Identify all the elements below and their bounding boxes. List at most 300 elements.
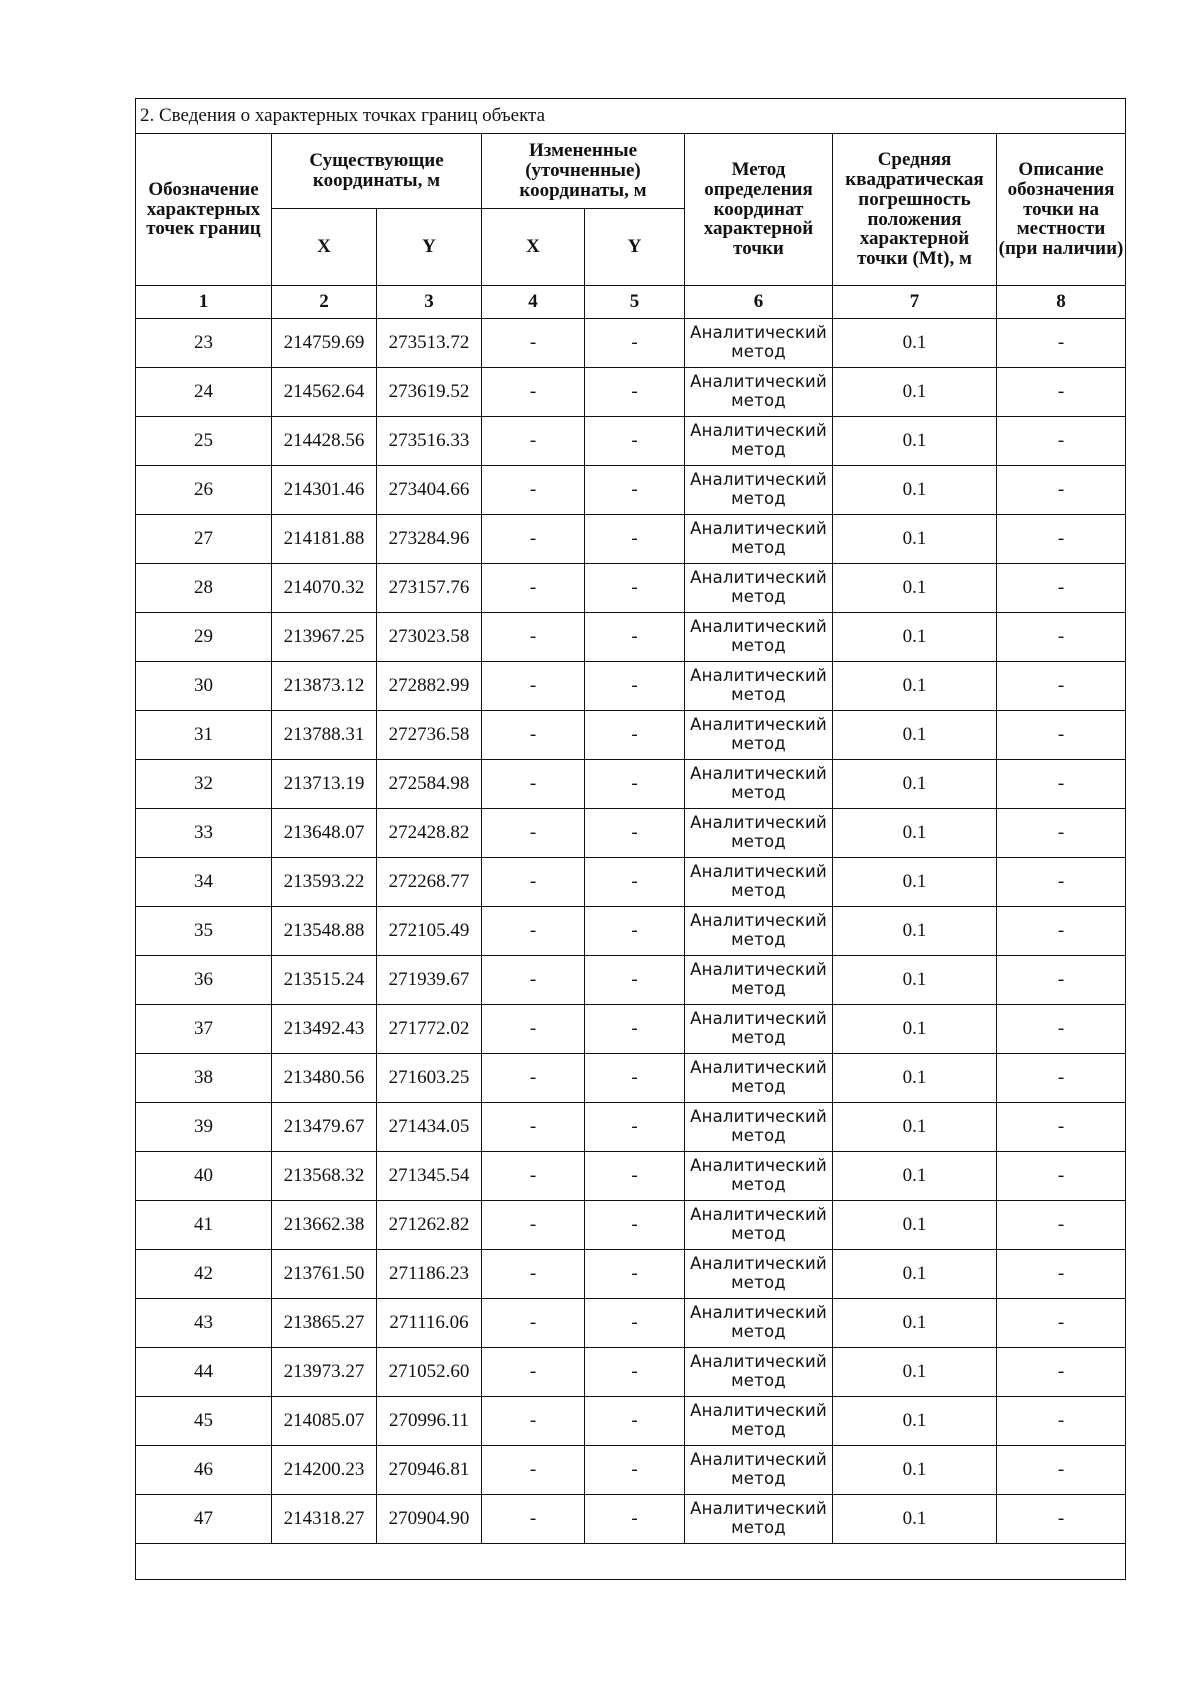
method-label-line: Аналитический [690, 1303, 827, 1323]
method-label-line: метод [731, 587, 786, 606]
existing-x-cell: 213593.22 [272, 858, 377, 907]
method-label-line: метод [731, 881, 786, 900]
changed-y-cell: - [585, 613, 685, 662]
method-label-line: метод [731, 1371, 786, 1390]
existing-x-cell: 213788.31 [272, 711, 377, 760]
existing-y-cell: 273404.66 [377, 466, 482, 515]
table-row [136, 564, 1126, 613]
method-label-line: метод [731, 342, 786, 361]
method-label-line: Аналитический [690, 911, 827, 931]
table-row [136, 319, 1126, 368]
changed-y-cell: - [585, 1054, 685, 1103]
point-number-cell: 36 [136, 956, 272, 1005]
table-row [136, 1250, 1126, 1299]
changed-x-cell: - [482, 466, 585, 515]
method-label-line: метод [731, 1420, 786, 1439]
existing-x-cell: 213480.56 [272, 1054, 377, 1103]
method-label-line: Аналитический [690, 862, 827, 882]
existing-x-cell: 213973.27 [272, 1348, 377, 1397]
method-label-line: метод [731, 930, 786, 949]
method-cell [685, 417, 833, 466]
changed-x-cell: - [482, 1446, 585, 1495]
description-cell: - [997, 1397, 1126, 1446]
section-title-row [136, 99, 1126, 134]
changed-x-cell: - [482, 564, 585, 613]
existing-x-cell: 213479.67 [272, 1103, 377, 1152]
error-cell: 0.1 [833, 417, 997, 466]
method-cell [685, 858, 833, 907]
point-number-cell: 26 [136, 466, 272, 515]
method-label-line: Аналитический [690, 1058, 827, 1078]
existing-x-cell: 213548.88 [272, 907, 377, 956]
existing-y-cell: 271186.23 [377, 1250, 482, 1299]
header-changed-coords: Измененные (уточненные) координаты, м [482, 134, 685, 209]
table-row [136, 1397, 1126, 1446]
method-label-line: Аналитический [690, 519, 827, 539]
changed-x-cell: - [482, 1299, 585, 1348]
empty-footer-cell [136, 1544, 1126, 1580]
point-number-cell: 32 [136, 760, 272, 809]
changed-x-cell: - [482, 1250, 585, 1299]
existing-x-cell: 213873.12 [272, 662, 377, 711]
description-cell: - [997, 809, 1126, 858]
header-existing-x: X [272, 209, 377, 286]
error-cell: 0.1 [833, 760, 997, 809]
header-designation: Обозначение характерных точек границ [136, 134, 272, 286]
method-cell [685, 662, 833, 711]
table-row [136, 417, 1126, 466]
point-number-cell: 38 [136, 1054, 272, 1103]
error-cell: 0.1 [833, 1397, 997, 1446]
changed-x-cell: - [482, 858, 585, 907]
existing-y-cell: 271116.06 [377, 1299, 482, 1348]
header-changed-x: X [482, 209, 585, 286]
changed-x-cell: - [482, 809, 585, 858]
changed-x-cell: - [482, 368, 585, 417]
existing-y-cell: 273619.52 [377, 368, 482, 417]
point-number-cell: 46 [136, 1446, 272, 1495]
existing-x-cell: 214200.23 [272, 1446, 377, 1495]
method-cell [685, 1103, 833, 1152]
existing-x-cell: 214562.64 [272, 368, 377, 417]
method-label-line: Аналитический [690, 1352, 827, 1372]
existing-y-cell: 271345.54 [377, 1152, 482, 1201]
point-number-cell: 24 [136, 368, 272, 417]
description-cell: - [997, 907, 1126, 956]
description-cell: - [997, 1103, 1126, 1152]
existing-x-cell: 214181.88 [272, 515, 377, 564]
method-label-line: Аналитический [690, 1205, 827, 1225]
table-row [136, 613, 1126, 662]
description-cell: - [997, 1005, 1126, 1054]
changed-x-cell: - [482, 1054, 585, 1103]
method-label-line: метод [731, 391, 786, 410]
method-label-line: метод [731, 1175, 786, 1194]
existing-x-cell: 213761.50 [272, 1250, 377, 1299]
changed-y-cell: - [585, 1201, 685, 1250]
error-cell: 0.1 [833, 1250, 997, 1299]
changed-y-cell: - [585, 1397, 685, 1446]
method-label-line: Аналитический [690, 1499, 827, 1519]
changed-x-cell: - [482, 1397, 585, 1446]
changed-y-cell: - [585, 1005, 685, 1054]
method-label-line: Аналитический [690, 960, 827, 980]
column-number: 3 [377, 286, 482, 319]
changed-x-cell: - [482, 1005, 585, 1054]
changed-y-cell: - [585, 319, 685, 368]
changed-x-cell: - [482, 613, 585, 662]
existing-x-cell: 213492.43 [272, 1005, 377, 1054]
table-row [136, 662, 1126, 711]
error-cell: 0.1 [833, 466, 997, 515]
method-cell [685, 956, 833, 1005]
method-label-line: метод [731, 783, 786, 802]
existing-x-cell: 214085.07 [272, 1397, 377, 1446]
description-cell: - [997, 1201, 1126, 1250]
changed-y-cell: - [585, 907, 685, 956]
changed-y-cell: - [585, 417, 685, 466]
existing-y-cell: 271603.25 [377, 1054, 482, 1103]
method-label-line: метод [731, 1224, 786, 1243]
description-cell: - [997, 662, 1126, 711]
existing-x-cell: 214318.27 [272, 1495, 377, 1544]
method-cell [685, 809, 833, 858]
changed-x-cell: - [482, 956, 585, 1005]
table-row [136, 907, 1126, 956]
error-cell: 0.1 [833, 809, 997, 858]
method-label-line: метод [731, 440, 786, 459]
method-label-line: Аналитический [690, 1156, 827, 1176]
existing-x-cell: 213568.32 [272, 1152, 377, 1201]
error-cell: 0.1 [833, 1103, 997, 1152]
existing-x-cell: 213713.19 [272, 760, 377, 809]
description-cell: - [997, 1348, 1126, 1397]
changed-x-cell: - [482, 760, 585, 809]
error-cell: 0.1 [833, 1446, 997, 1495]
error-cell: 0.1 [833, 858, 997, 907]
existing-y-cell: 271434.05 [377, 1103, 482, 1152]
header-changed-y: Y [585, 209, 685, 286]
table-row [136, 1348, 1126, 1397]
error-cell: 0.1 [833, 564, 997, 613]
method-label-line: Аналитический [690, 568, 827, 588]
changed-x-cell: - [482, 319, 585, 368]
point-number-cell: 45 [136, 1397, 272, 1446]
method-label-line: Аналитический [690, 470, 827, 490]
point-number-cell: 41 [136, 1201, 272, 1250]
table-row [136, 1446, 1126, 1495]
method-label-line: Аналитический [690, 1107, 827, 1127]
point-number-cell: 40 [136, 1152, 272, 1201]
existing-x-cell: 213865.27 [272, 1299, 377, 1348]
table-row [136, 1005, 1126, 1054]
header-method: Метод определения координат характерной точки [685, 134, 833, 286]
point-number-cell: 33 [136, 809, 272, 858]
existing-y-cell: 271052.60 [377, 1348, 482, 1397]
method-label-line: Аналитический [690, 764, 827, 784]
point-number-cell: 29 [136, 613, 272, 662]
error-cell: 0.1 [833, 662, 997, 711]
changed-y-cell: - [585, 760, 685, 809]
description-cell: - [997, 564, 1126, 613]
error-cell: 0.1 [833, 907, 997, 956]
existing-y-cell: 270904.90 [377, 1495, 482, 1544]
error-cell: 0.1 [833, 1054, 997, 1103]
empty-footer-row [136, 1544, 1126, 1580]
existing-y-cell: 270946.81 [377, 1446, 482, 1495]
point-number-cell: 42 [136, 1250, 272, 1299]
changed-y-cell: - [585, 956, 685, 1005]
method-cell [685, 907, 833, 956]
error-cell: 0.1 [833, 1201, 997, 1250]
header-row-1 [136, 134, 1126, 209]
existing-y-cell: 272584.98 [377, 760, 482, 809]
changed-x-cell: - [482, 662, 585, 711]
existing-y-cell: 271262.82 [377, 1201, 482, 1250]
table-row [136, 809, 1126, 858]
point-number-cell: 34 [136, 858, 272, 907]
changed-y-cell: - [585, 809, 685, 858]
changed-x-cell: - [482, 711, 585, 760]
existing-y-cell: 273157.76 [377, 564, 482, 613]
method-label-line: метод [731, 1322, 786, 1341]
existing-y-cell: 273513.72 [377, 319, 482, 368]
method-label-line: метод [731, 538, 786, 557]
description-cell: - [997, 368, 1126, 417]
method-cell [685, 1397, 833, 1446]
method-label-line: метод [731, 636, 786, 655]
changed-y-cell: - [585, 662, 685, 711]
column-number: 6 [685, 286, 833, 319]
changed-y-cell: - [585, 1103, 685, 1152]
method-label-line: метод [731, 1273, 786, 1292]
column-number: 4 [482, 286, 585, 319]
method-cell [685, 1250, 833, 1299]
method-cell [685, 760, 833, 809]
point-number-cell: 43 [136, 1299, 272, 1348]
method-label-line: Аналитический [690, 1401, 827, 1421]
existing-y-cell: 272268.77 [377, 858, 482, 907]
point-number-cell: 47 [136, 1495, 272, 1544]
point-number-cell: 44 [136, 1348, 272, 1397]
description-cell: - [997, 466, 1126, 515]
changed-y-cell: - [585, 1446, 685, 1495]
description-cell: - [997, 1299, 1126, 1348]
existing-x-cell: 213648.07 [272, 809, 377, 858]
method-cell [685, 466, 833, 515]
changed-y-cell: - [585, 1495, 685, 1544]
method-cell [685, 1446, 833, 1495]
existing-y-cell: 273516.33 [377, 417, 482, 466]
error-cell: 0.1 [833, 1005, 997, 1054]
error-cell: 0.1 [833, 1152, 997, 1201]
column-number: 1 [136, 286, 272, 319]
changed-x-cell: - [482, 1103, 585, 1152]
table-row [136, 368, 1126, 417]
section-title: 2. Сведения о характерных точках границ объекта [136, 99, 1126, 134]
table-row [136, 711, 1126, 760]
point-number-cell: 30 [136, 662, 272, 711]
error-cell: 0.1 [833, 956, 997, 1005]
table-row [136, 1495, 1126, 1544]
table-row [136, 1201, 1126, 1250]
description-cell: - [997, 858, 1126, 907]
existing-x-cell: 213515.24 [272, 956, 377, 1005]
point-number-cell: 35 [136, 907, 272, 956]
method-cell [685, 1201, 833, 1250]
method-label-line: метод [731, 1518, 786, 1537]
existing-y-cell: 272428.82 [377, 809, 482, 858]
changed-y-cell: - [585, 858, 685, 907]
header-error: Средняя квадратическая погрешность положения характерной точки (Mt), м [833, 134, 997, 286]
method-label-line: метод [731, 1028, 786, 1047]
table-row [136, 956, 1126, 1005]
existing-y-cell: 272882.99 [377, 662, 482, 711]
error-cell: 0.1 [833, 319, 997, 368]
point-number-cell: 23 [136, 319, 272, 368]
changed-y-cell: - [585, 466, 685, 515]
boundary-points-table [135, 98, 1126, 1580]
changed-y-cell: - [585, 1152, 685, 1201]
existing-y-cell: 273284.96 [377, 515, 482, 564]
method-label-line: Аналитический [690, 1009, 827, 1029]
method-cell [685, 515, 833, 564]
changed-x-cell: - [482, 1348, 585, 1397]
method-label-line: метод [731, 734, 786, 753]
table-row [136, 515, 1126, 564]
existing-y-cell: 272105.49 [377, 907, 482, 956]
point-number-cell: 28 [136, 564, 272, 613]
table-row [136, 858, 1126, 907]
description-cell: - [997, 1054, 1126, 1103]
column-number: 5 [585, 286, 685, 319]
description-cell: - [997, 760, 1126, 809]
existing-x-cell: 214428.56 [272, 417, 377, 466]
existing-x-cell: 213967.25 [272, 613, 377, 662]
existing-y-cell: 273023.58 [377, 613, 482, 662]
point-number-cell: 37 [136, 1005, 272, 1054]
header-existing-coords: Существующие координаты, м [272, 134, 482, 209]
point-number-cell: 31 [136, 711, 272, 760]
method-label-line: метод [731, 1077, 786, 1096]
description-cell: - [997, 515, 1126, 564]
table-row [136, 1103, 1126, 1152]
changed-y-cell: - [585, 368, 685, 417]
method-label-line: метод [731, 1469, 786, 1488]
column-number: 8 [997, 286, 1126, 319]
method-label-line: метод [731, 832, 786, 851]
changed-y-cell: - [585, 1348, 685, 1397]
method-label-line: Аналитический [690, 666, 827, 686]
method-label-line: метод [731, 489, 786, 508]
existing-x-cell: 214070.32 [272, 564, 377, 613]
description-cell: - [997, 417, 1126, 466]
table-row [136, 1299, 1126, 1348]
description-cell: - [997, 711, 1126, 760]
changed-y-cell: - [585, 1299, 685, 1348]
description-cell: - [997, 1446, 1126, 1495]
existing-y-cell: 271939.67 [377, 956, 482, 1005]
changed-y-cell: - [585, 1250, 685, 1299]
method-cell [685, 613, 833, 662]
existing-x-cell: 214759.69 [272, 319, 377, 368]
existing-x-cell: 213662.38 [272, 1201, 377, 1250]
method-label-line: метод [731, 1126, 786, 1145]
column-number: 2 [272, 286, 377, 319]
existing-y-cell: 271772.02 [377, 1005, 482, 1054]
method-label-line: Аналитический [690, 323, 827, 343]
changed-x-cell: - [482, 1152, 585, 1201]
method-cell [685, 1152, 833, 1201]
method-label-line: Аналитический [690, 813, 827, 833]
changed-y-cell: - [585, 711, 685, 760]
method-cell [685, 1495, 833, 1544]
method-cell [685, 711, 833, 760]
changed-x-cell: - [482, 907, 585, 956]
point-number-cell: 27 [136, 515, 272, 564]
changed-y-cell: - [585, 515, 685, 564]
existing-y-cell: 272736.58 [377, 711, 482, 760]
method-cell [685, 1054, 833, 1103]
column-numbers-row [136, 286, 1126, 319]
header-existing-y: Y [377, 209, 482, 286]
point-number-cell: 39 [136, 1103, 272, 1152]
table-row [136, 466, 1126, 515]
error-cell: 0.1 [833, 1348, 997, 1397]
method-label-line: Аналитический [690, 715, 827, 735]
method-label-line: Аналитический [690, 421, 827, 441]
point-number-cell: 25 [136, 417, 272, 466]
changed-x-cell: - [482, 417, 585, 466]
error-cell: 0.1 [833, 515, 997, 564]
error-cell: 0.1 [833, 1299, 997, 1348]
table-row [136, 1152, 1126, 1201]
error-cell: 0.1 [833, 368, 997, 417]
method-cell [685, 1348, 833, 1397]
error-cell: 0.1 [833, 711, 997, 760]
method-label-line: Аналитический [690, 372, 827, 392]
existing-y-cell: 270996.11 [377, 1397, 482, 1446]
description-cell: - [997, 956, 1126, 1005]
table-row [136, 1054, 1126, 1103]
description-cell: - [997, 1152, 1126, 1201]
method-cell [685, 564, 833, 613]
method-cell [685, 319, 833, 368]
document-sheet [135, 98, 1125, 1580]
column-number: 7 [833, 286, 997, 319]
changed-x-cell: - [482, 1201, 585, 1250]
changed-x-cell: - [482, 515, 585, 564]
method-cell [685, 1005, 833, 1054]
method-label-line: метод [731, 685, 786, 704]
method-cell [685, 368, 833, 417]
changed-y-cell: - [585, 564, 685, 613]
method-label-line: метод [731, 979, 786, 998]
method-cell [685, 1299, 833, 1348]
method-label-line: Аналитический [690, 1254, 827, 1274]
description-cell: - [997, 1495, 1126, 1544]
method-label-line: Аналитический [690, 1450, 827, 1470]
method-label-line: Аналитический [690, 617, 827, 637]
description-cell: - [997, 613, 1126, 662]
table-row [136, 760, 1126, 809]
header-description: Описание обозначения точки на местности (при наличии) [997, 134, 1126, 286]
description-cell: - [997, 319, 1126, 368]
error-cell: 0.1 [833, 613, 997, 662]
changed-x-cell: - [482, 1495, 585, 1544]
existing-x-cell: 214301.46 [272, 466, 377, 515]
error-cell: 0.1 [833, 1495, 997, 1544]
